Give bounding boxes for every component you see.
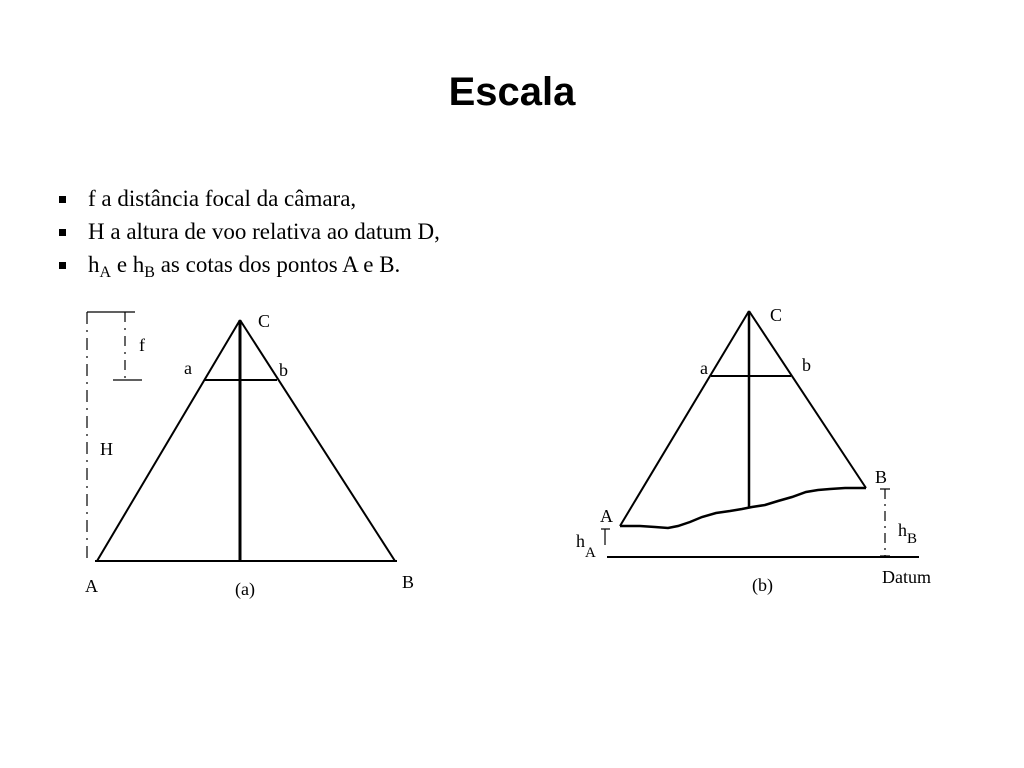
label-ha-h: h xyxy=(576,531,585,551)
triangle-right-side xyxy=(240,320,395,561)
label-ground-b: B xyxy=(402,572,415,592)
bullet-sub-a: A xyxy=(99,264,112,281)
label-focal-f: f xyxy=(139,335,145,355)
bullet-sub-b: B xyxy=(144,264,155,281)
label-apex-c: C xyxy=(258,311,271,331)
label-point-a: a xyxy=(184,358,192,378)
label-ha-sub: A xyxy=(585,545,596,561)
label-hb-h: h xyxy=(898,520,907,540)
bullet-text: f a distância focal da câmara, xyxy=(88,186,357,211)
slide-title: Escala xyxy=(448,70,576,114)
bullet-text-and: e h xyxy=(111,252,145,277)
label-datum: Datum xyxy=(882,567,931,587)
triangle-left-side xyxy=(620,311,749,526)
caption-b: (b) xyxy=(752,575,773,595)
caption-a: (a) xyxy=(235,579,255,599)
label-hb-sub: B xyxy=(907,531,918,547)
label-hb xyxy=(898,520,917,547)
triangle-right-side xyxy=(749,311,866,488)
label-apex-c: C xyxy=(770,305,783,325)
label-point-b: b xyxy=(802,355,811,375)
bullet-text-h: h xyxy=(88,252,100,277)
bullet-text: H a altura de voo relativa ao datum D, xyxy=(88,219,440,244)
label-height-h: H xyxy=(100,439,113,459)
label-terrain-b: B xyxy=(875,467,888,487)
label-point-a: a xyxy=(700,358,708,378)
triangle-left-side xyxy=(97,320,240,561)
label-terrain-a: A xyxy=(600,506,613,526)
terrain-profile xyxy=(620,488,866,528)
label-point-b: b xyxy=(279,360,288,380)
diagram-b xyxy=(601,311,919,557)
bullet-text-rest: as cotas dos pontos A e B. xyxy=(154,252,401,277)
diagram-a-labels xyxy=(85,311,414,600)
label-ground-a: A xyxy=(85,576,98,596)
label-ha xyxy=(576,531,596,561)
diagram-b-labels xyxy=(576,305,931,596)
diagram-a xyxy=(87,312,397,561)
